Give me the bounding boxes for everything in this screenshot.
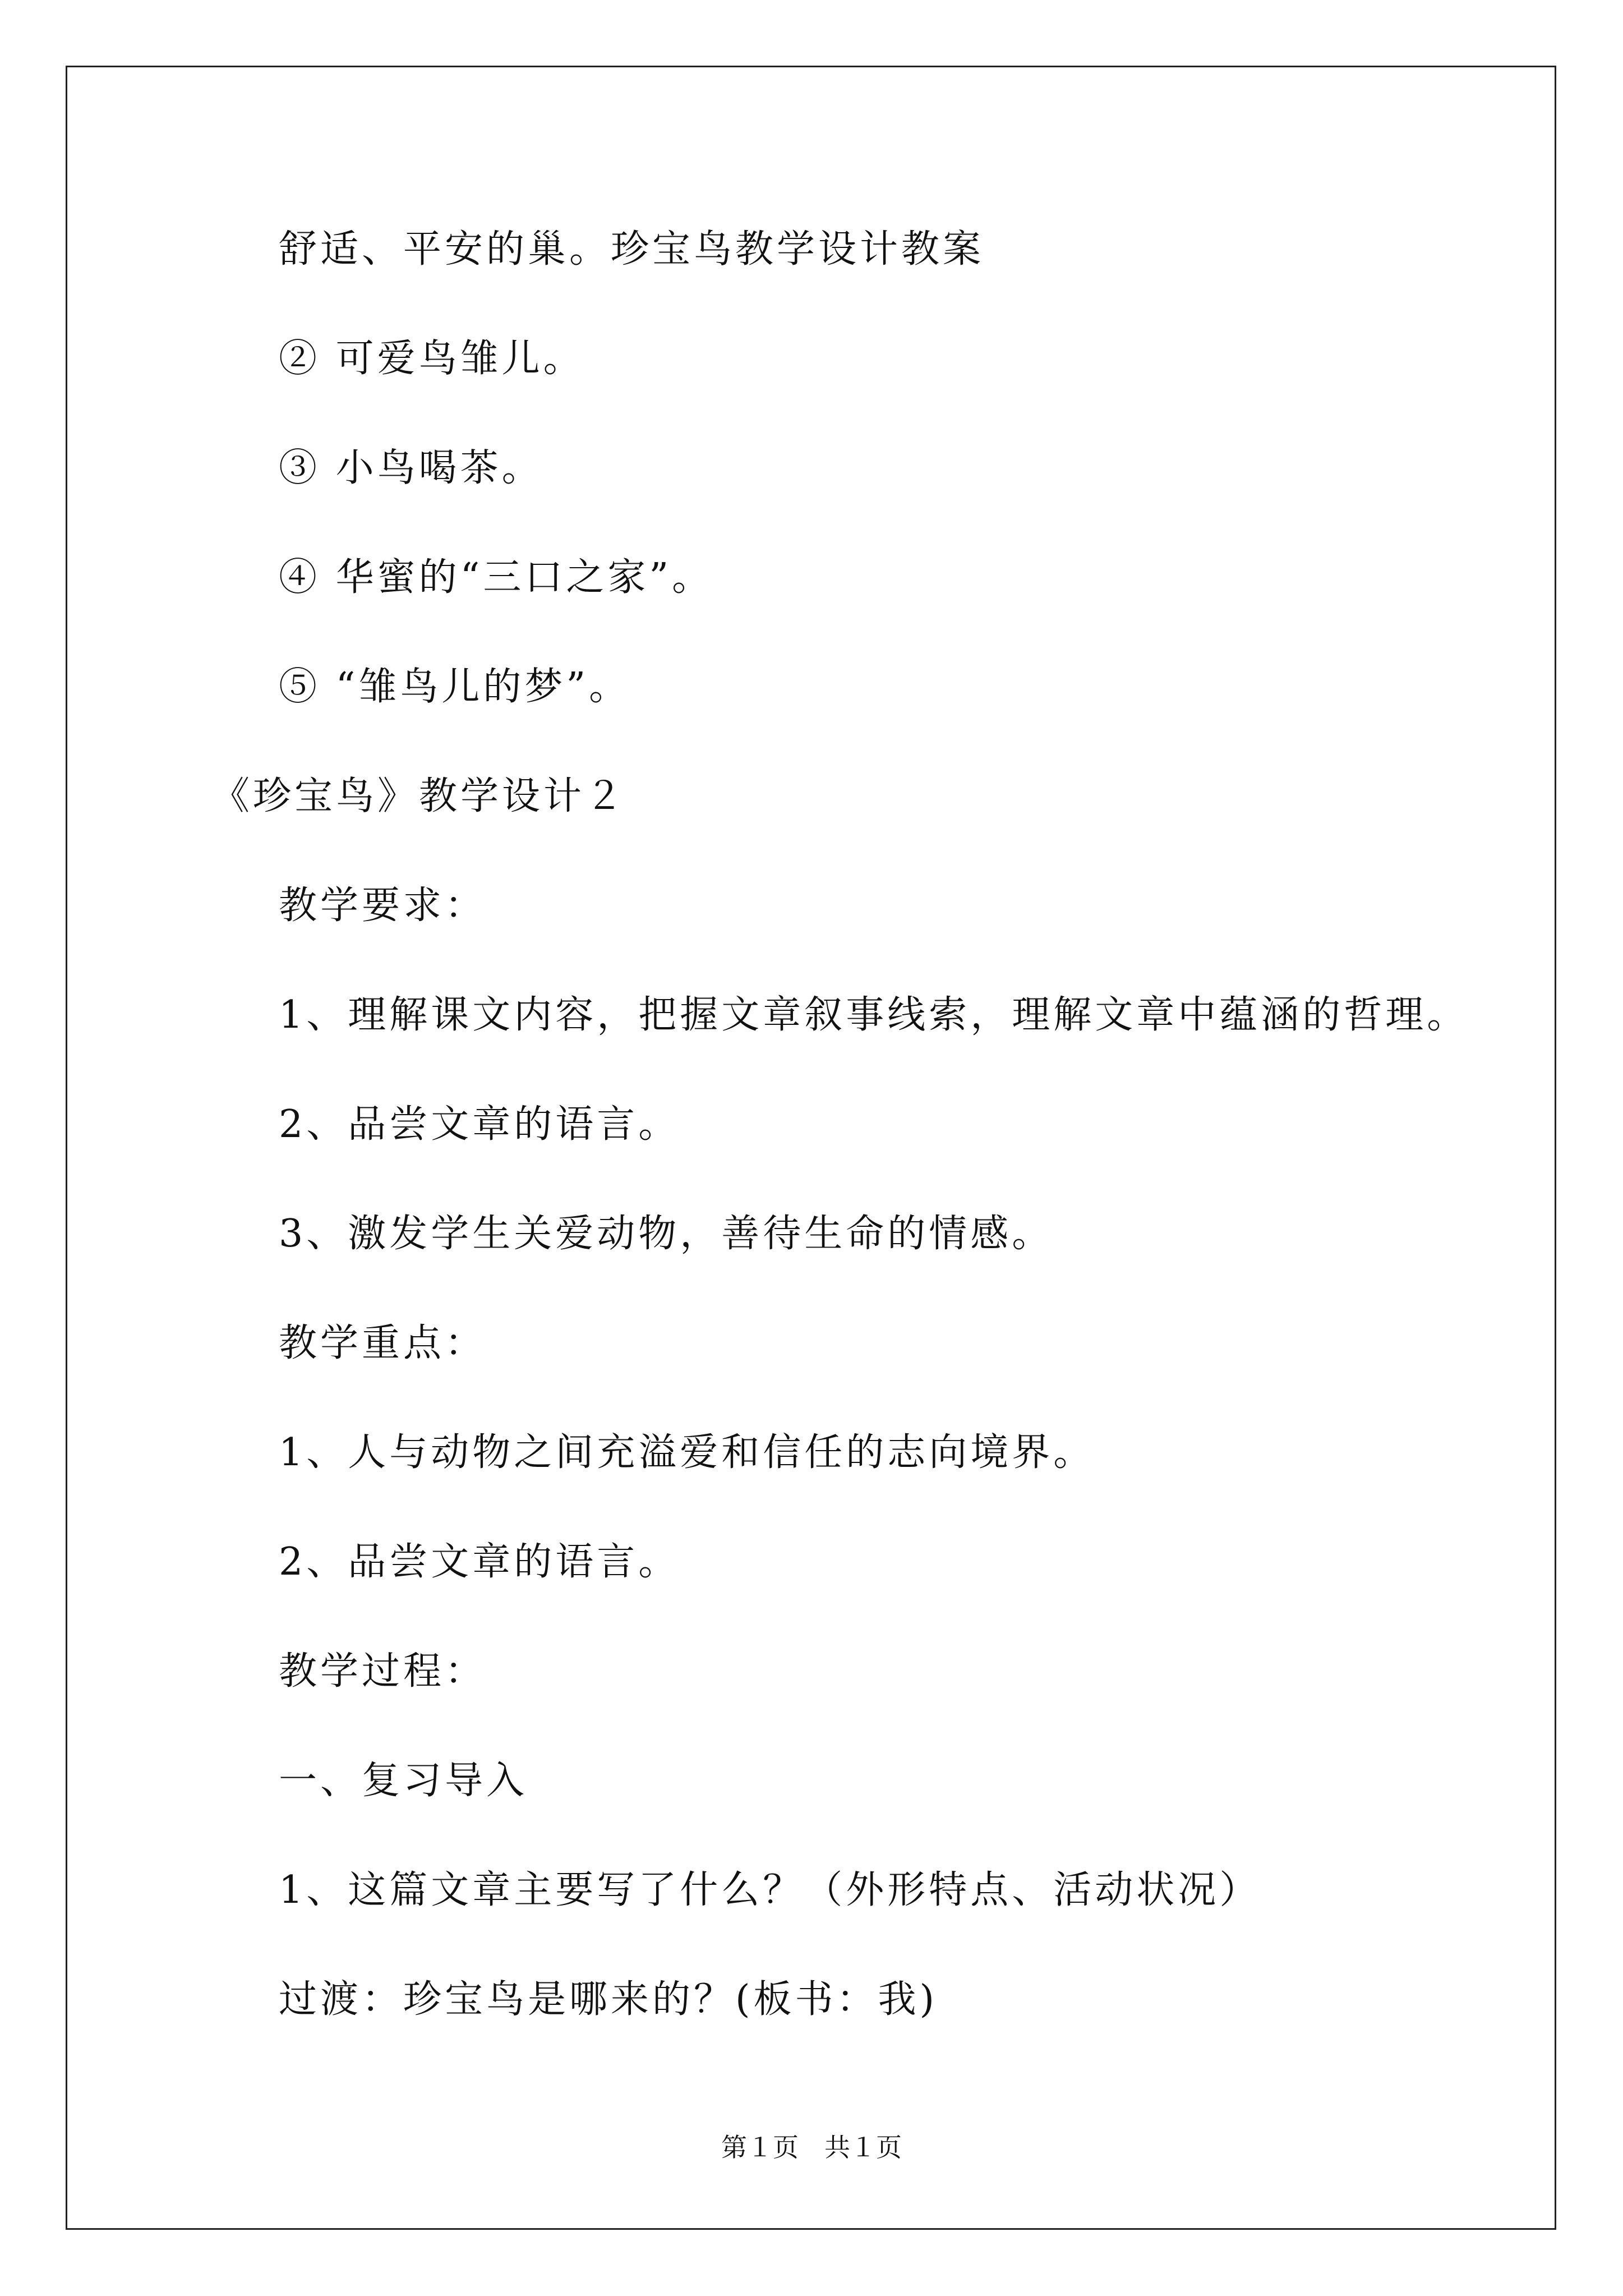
text-line: ③ 小鸟喝茶。 [279,446,543,490]
text-line: 教学要求： [279,884,487,928]
text-line: ② 可爱鸟雏儿。 [279,337,585,381]
text-line: ④ 华蜜的“三口之家”。 [279,555,714,600]
text-line: 教学重点： [279,1321,487,1365]
text-line: 教学过程： [279,1649,487,1694]
text-line: 3、激发学生关爱动物，善待生命的情感。 [279,1212,1054,1256]
text-line: 2、品尝文章的语言。 [279,1102,680,1147]
text-line: 1、理解课文内容，把握文章叙事线索，理解文章中蕴涵的哲理。 [279,993,1469,1037]
text-line: 1、人与动物之间充溢爱和信任的志向境界。 [279,1430,1095,1475]
text-line: 一、复习导入 [279,1759,528,1803]
text-line: ⑤ “雏鸟儿的梦”。 [279,665,631,709]
text-line: 舒适、平安的巢。珍宝鸟教学设计教案 [279,227,985,272]
page-footer: 第１页 共１页 [721,2132,902,2162]
section-heading: 《珍宝鸟》教学设计２ [211,774,627,818]
text-line: 2、品尝文章的语言。 [279,1540,680,1584]
text-line: 过渡：珍宝鸟是哪来的？(板书：我) [279,1977,938,2022]
text-line: 1、这篇文章主要写了什么？（外形特点、活动状况） [279,1868,1261,1912]
